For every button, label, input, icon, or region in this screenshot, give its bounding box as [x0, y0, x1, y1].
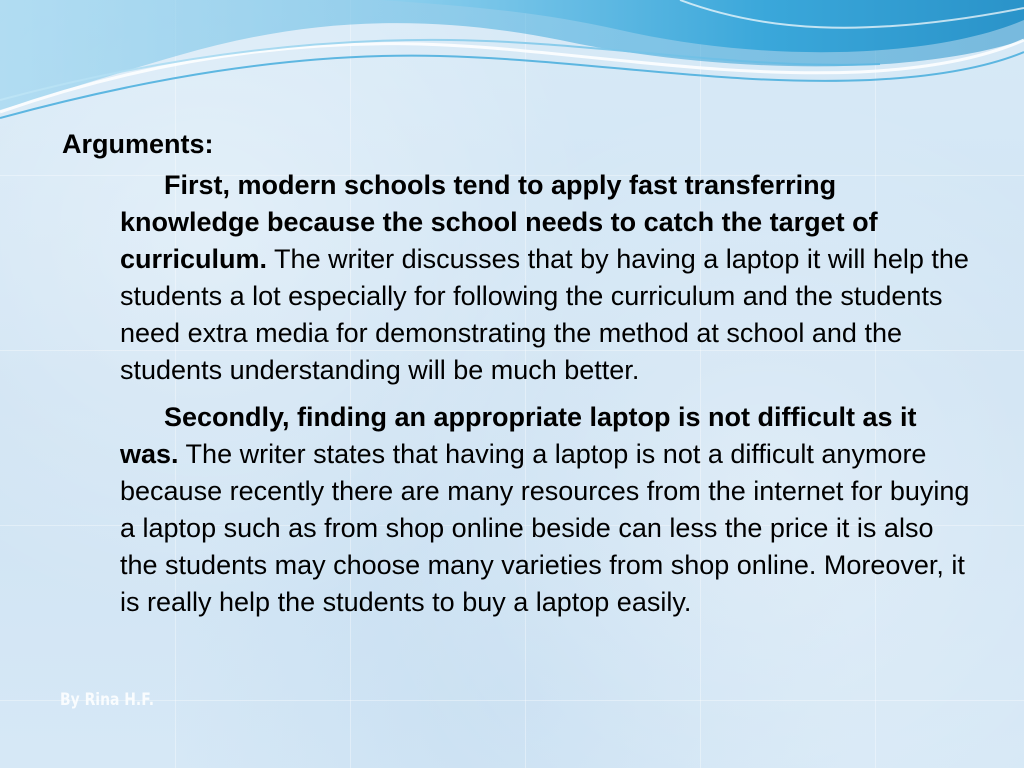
author-footer: By Rina H.F.	[60, 690, 155, 710]
argument-1-text: The writer discusses that by having a laptop it will help the students a lot especially for following the curriculum and the students need extra media for demonstrating the method at school and the students understanding will be much better.	[120, 244, 969, 385]
argument-paragraph-2	[120, 399, 972, 621]
argument-2-text: The writer states that having a laptop is not a difficult anymore because recently there are many resources from the internet for buying a laptop such as from shop online beside can less the price it is also the students may choose many varieties from shop online. Moreover, it is really help the students to buy a laptop easily.	[120, 439, 970, 617]
header-wave-decoration	[0, 0, 1024, 130]
argument-2-bold-text: Secondly, finding an appropriate laptop is not difficult as it was.	[120, 402, 917, 469]
argument-paragraph-1	[120, 167, 972, 389]
slide-heading: Arguments:	[62, 129, 214, 159]
slide-content	[62, 126, 972, 621]
argument-1-bold-text: First, modern schools tend to apply fast transferring knowledge because the school needs to catch the target of curriculum.	[120, 170, 878, 274]
